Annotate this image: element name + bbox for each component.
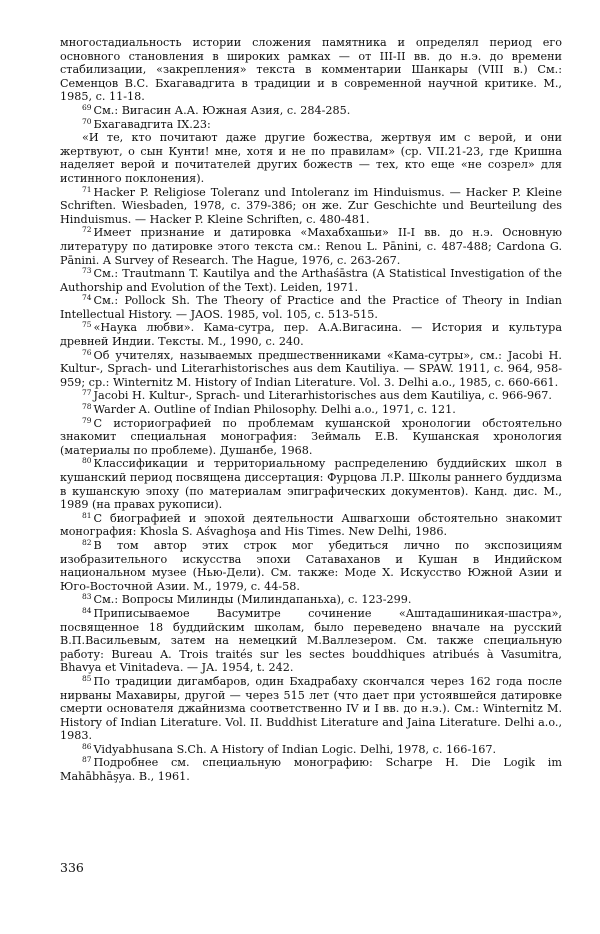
note-75: $^{75}$ «Наука любви». Кама-сутра, пер. А.А.Вигасина. — История и культура древней Индии. Тексты. М., 1990, с. 240. — [60, 320, 562, 349]
note-82: $^{82}$ В том автор этих строк мог убедиться лично по экспозициям изобразительного искусства эпохи Сатаваханов и Кушан в Индийском национальном музее (Нью-Дели). См. также: Моде Х. Искусство Южной Азии и Юго-Восточной Азии. М., 1979, с. 44-58. — [60, 537, 562, 593]
note-85: $^{85}$ По традиции дигамбаров, один Бхадрабаху скончался через 162 года после нирваны Махавиры, другой — через 515 лет (что дает при устоявшейся датировке смерти основателя джайнизма соответственно IV и I вв. до н.э.). См.: Winternitz M. History of Indian Literature. Vol. II. Buddhist Literature and Jaina Literature. Delhi a.o., 1983. — [60, 673, 562, 743]
note-81: $^{81}$ С биографией и эпохой деятельности Ашвагхоши обстоятельно знакомит монография: Khosla S. Aśvaghoşa and His Times. New Delhi, 1986. — [60, 510, 562, 539]
note-86: $^{86}$ Vidyabhusana S.Ch. A History of Indian Logic. Delhi, 1978, c. 166-167. — [82, 741, 497, 756]
note-79: $^{79}$ С историографией по проблемам кушанской хронологии обстоятельно знакомит специальная монография: Зеймаль Е.В. Кушанская хронология (материалы по проблеме). Душанбе, 1968. — [60, 415, 562, 457]
note-80: $^{80}$ Классификации и территориальному распределению буддийских школ в кушанский период посвящена диссертация: Фурцова Л.Р. Школы раннего буддизма в кушанскую эпоху (по материалам эпиграфических документов). Канд. дис. М., 1989 (на правах рукописи). — [60, 456, 562, 512]
note-69: $^{69}$ См.: Вигасин А.А. Южная Азия, с. 284-285. — [82, 102, 351, 117]
page-number: 336 — [60, 860, 84, 875]
note-87: $^{87}$ Подробнее см. специальную монографию: Scharpe H. Die Logik im Mahābhāşya. B., 1961. — [60, 755, 562, 784]
note-76: $^{76}$ Об учителях, называемых предшественниками «Кама-сутры», см.: Jacobi H. Kultur-, Sprach- und Literarhistorisches aus dem Kautiliya. — SPAW. 1911, c. 964, 958-959; ср.: Winternitz M. History of Indian Literature. Vol. 3. Delhi a.o., 1985, c. 660-661. — [60, 347, 562, 389]
note-83: $^{83}$ См.: Вопросы Милинды (Милиндапаньха), с. 123-299. — [82, 592, 412, 607]
note-78: $^{78}$ Warder A. Outline of Indian Philosophy. Delhi a.o., 1971, c. 121. — [82, 402, 456, 417]
note-72: $^{72}$ Имеет признание и датировка «Махабхашьи» II-I вв. до н.э. Основную литературу по датировке этого текста см.: Renou L. Pānini, c. 487-488; Cardona G. Pānini. A Survey of Research. The Hague, 1976, c. 263-267. — [60, 225, 562, 267]
note-73: $^{73}$ См.: Trautmann T. Kautilya and the Arthaśāstra (A Statistical Investigation of the Authorship and Evolution of the Text). Leiden, 1971. — [60, 266, 562, 294]
note-77: $^{77}$ Jacobi H. Kultur-, Sprach- und Literarhistorisches aus dem Kautiliya, c. 966-967. — [82, 388, 552, 403]
endnotes-block — [60, 36, 562, 784]
note-71: $^{71}$ Hacker P. Religiose Toleranz und Intoleranz im Hinduismus. — Hacker P. Kleine Schriften. Wiesbaden, 1978, c. 379-386; он же. Zur Geschichte und Beurteilung des Hinduismus. — Hacker P. Kleine Schriften, c. 480-481. — [60, 184, 562, 226]
note-continuation: многостадиальность истории сложения памятника и определял период его основного становления в широких рамках — от III-II вв. до н.э. до времени стабилизации, «закрепления» текста в комментарии Шанкары (VIII в.) Cм.: Семенцов В.С. Бхагавадгита в традиции и в современной научной критике. М., 1985, с. 11-18. — [60, 36, 562, 104]
note-70-quote: «И те, кто почитают даже другие божества, жертвуя им с верой, и они жертвуют, о сын Кунти! мне, хотя и не по правилам» (ср. VII.21-23, где Кришна наделяет верой и почитателей других божеств — тех, кто еще «не созрел» для истинного поклонения). — [60, 131, 562, 185]
note-74: $^{74}$ См.: Pollock Sh. The Theory of Practice and the Practice of Theory in Indian Intellectual History. — JAOS. 1985, vol. 105, c. 513-515. — [60, 293, 562, 321]
note-70: $^{70}$ Бхагавадгита IX.23: — [82, 116, 211, 131]
note-84: $^{84}$ Приписываемое Васумитре сочинение «Аштадашиникая-шастра», посвященное 18 буддийским школам, было переведено вначале на русский В.П.Васильевым, затем на немецкий М.Валлезером. См. также специальную работу: Bureau A. Trois traités sur les sectes bouddhiques atribués à Vasumitra, Bhavya et Vinitadeva. — JA. 1954, t. 242. — [60, 605, 562, 675]
